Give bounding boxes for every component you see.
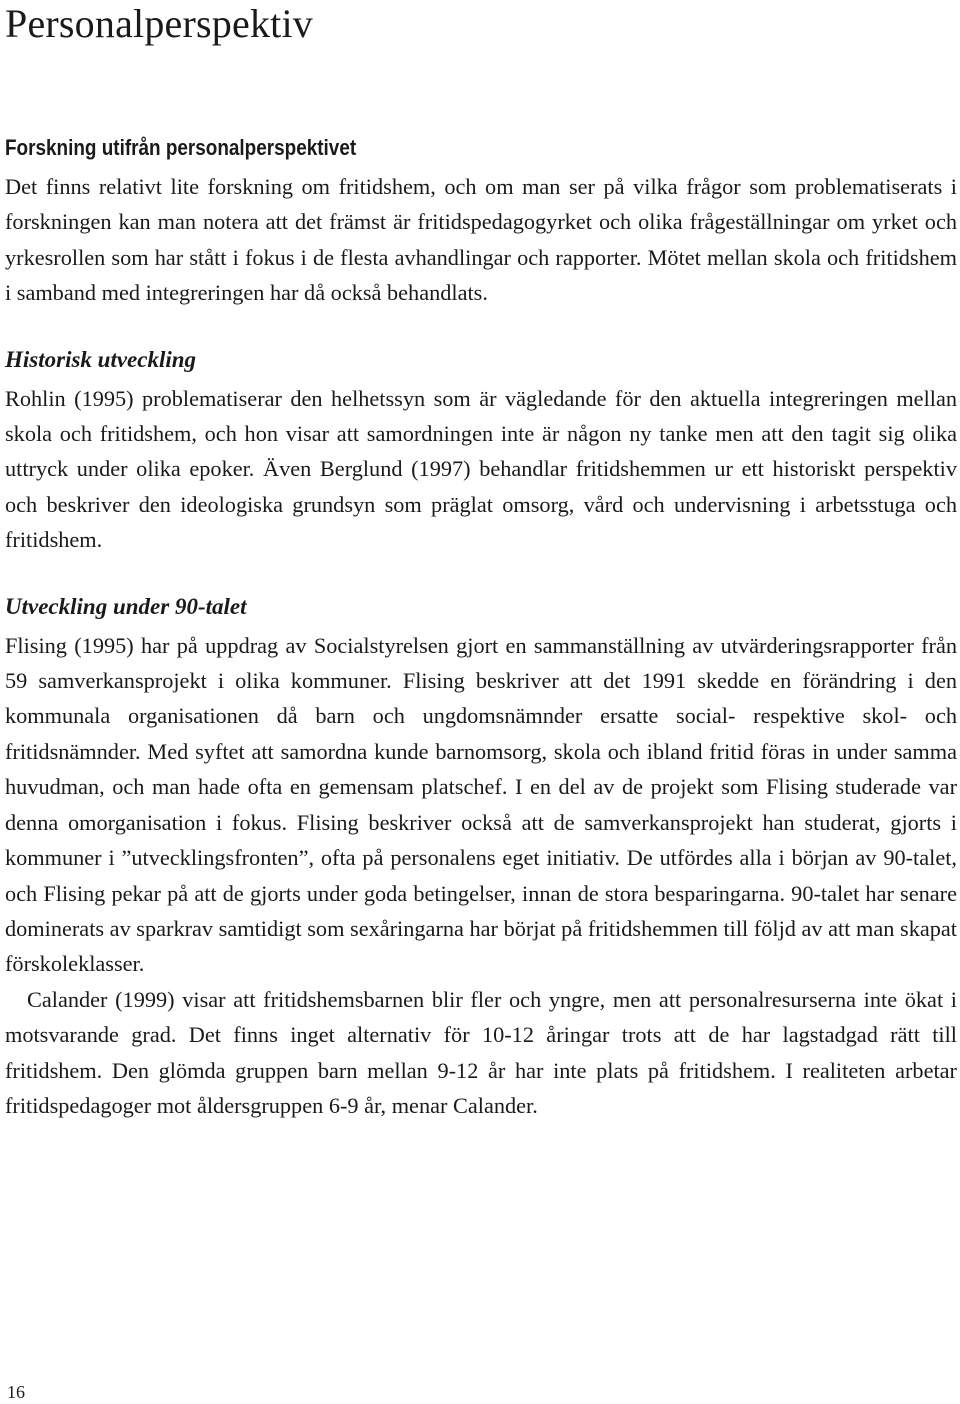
- paragraph-90s-flising: Flising (1995) har på uppdrag av Socialstyrelsen gjort en sammanställning av utvärderingsrapporter från 59 samverkansprojekt i olika kommuner. Flising beskriver att det 1991 skedde en förändring i den kommunala organisationen då barn och ungdomsnämnder ersatte social- respektive skol- och fritidsnämnder. Med syftet att samordna kunde barnomsorg, skola och ibland fritid föras in under samma huvudman, och man hade ofta en gemensam platschef. I en del av de projekt som Flising studerade var denna omorganisation i fokus. Flising beskriver också att de samverkansprojekt han studerat, gjorts i kommuner i ”utvecklingsfronten”, ofta på personalens eget initiativ. De utfördes alla i början av 90-talet, och Flising pekar på att de gjorts under goda betingelser, innan de stora besparingarna. 90-talet har senare dominerats av sparkrav samtidigt som sexåringarna har börjat på fritidshemmen till följd av att man skapat förskoleklasser.: [5, 632, 957, 977]
- page-number: 16: [7, 1382, 25, 1402]
- paragraph-90s-calander: Calander (1999) visar att fritidshemsbarnen blir fler och yngre, men att personalresurserna inte ökat i motsvarande grad. Det finns inget alternativ för 10-12 åringar trots att de har lagstadgad rätt till fritidshem. Den glömda gruppen barn mellan 9-12 år har inte plats på fritidshem. I realiteten arbetar fritidspedagoger mot åldersgruppen 6-9 år, menar Calander.: [5, 986, 957, 1118]
- spacer: [5, 311, 957, 346]
- paragraph-research: Det finns relativt lite forskning om fritidshem, och om man ser på vilka frågor som problematiserats i forskningen kan man notera att det främst är fritidspedagogyrket och olika frågeställningar om yrket och yrkesrollen som har stått i fokus i de flesta avhandlingar och rapporter. Mötet mellan skola och fritidshem i samband med integreringen har då också behandlats.: [5, 174, 957, 306]
- page-title: Personalperspektiv: [5, 1, 313, 46]
- spacer: [5, 621, 957, 628]
- paragraph-history: Rohlin (1995) problematiserar den helhetssyn som är vägledande för den aktuella integreringen mellan skola och fritidshem, och hon visar att samordningen inte är någon ny tanke men att den tagit sig olika uttryck under olika epoker. Även Berglund (1997) behandlar fritidshemmen ur ett historiskt perspektiv och beskriver den ideologiska grundsyn som präglat omsorg, vård och undervisning i arbetsstuga och fritidshem.: [5, 385, 957, 553]
- section-heading-history: Historisk utveckling: [5, 346, 197, 372]
- section-heading-90s: Utveckling under 90-talet: [5, 593, 247, 619]
- spacer: [5, 162, 957, 169]
- spacer: [5, 374, 957, 381]
- document-page: [5, 0, 957, 1123]
- section-heading-research: Forskning utifrån personalperspektivet: [5, 135, 357, 160]
- spacer: [5, 558, 957, 593]
